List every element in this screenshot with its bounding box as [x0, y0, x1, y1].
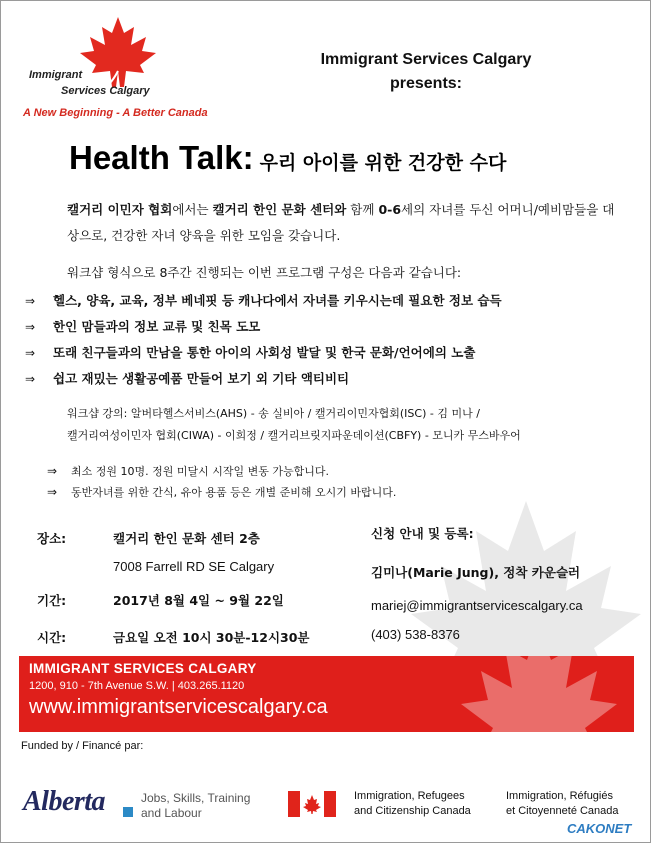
- banner-org-name: IMMIGRANT SERVICES CALGARY: [29, 661, 257, 676]
- contact-email-link[interactable]: mariej@immigrantservicescalgary.ca: [371, 598, 583, 613]
- intro-text1: 에서는: [172, 202, 213, 217]
- list-item: ⇒ 또래 친구들과의 만남을 통한 아이의 사회성 발달 및 한국 문화/언어에의 노출: [25, 340, 502, 366]
- intro-paragraph: [67, 197, 615, 249]
- notes-list: [47, 461, 396, 503]
- workshop-speakers: [67, 403, 521, 447]
- arrow-icon: ⇒: [25, 346, 36, 360]
- intro-text3: 세의 자녀를 두신 어머니/예비맘들을 대상으로, 건강한 자녀 양육을 위한 모임을 갖습니다.: [67, 202, 615, 243]
- alberta-ministry: Jobs, Skills, Training and Labour: [141, 791, 251, 820]
- ircc-english: Immigration, Refugees and Citizenship Canada: [354, 790, 471, 817]
- tagline: A New Beginning - A Better Canada: [23, 107, 208, 119]
- contact-phone: (403) 538-8376: [371, 627, 460, 642]
- presenter-heading: [281, 48, 571, 96]
- place-value: 캘거리 한인 문화 센터 2층: [113, 531, 260, 546]
- funded-by-label: Funded by / Financé par:: [21, 740, 144, 752]
- logo-text-services: Services Calgary: [61, 85, 150, 97]
- arrow-icon: ⇒: [47, 464, 58, 478]
- place-label: 장소:: [37, 531, 67, 546]
- alberta-mark-icon: [123, 807, 133, 817]
- workshop-line: 캘거리여성이민자 협회(CIWA) - 이희정 / 캘거리브릿지파운데이션(CBFY) - 모니카 무스바우어: [67, 429, 521, 442]
- alberta-logo: Alberta: [23, 786, 106, 817]
- place-address: 7008 Farrell RD SE Calgary: [113, 559, 275, 574]
- maple-leaf-banner-icon: [439, 656, 634, 732]
- banner-website-link[interactable]: www.immigrantservicescalgary.ca: [29, 696, 328, 718]
- intro-org1: 캘거리 이민자 협회: [67, 202, 173, 217]
- logo-text-immigrant: Immigrant: [29, 69, 83, 81]
- arrow-icon: ⇒: [25, 372, 36, 386]
- period-value: 2017년 8월 4일 ~ 9월 22일: [113, 593, 284, 608]
- maple-leaf-icon: [78, 15, 158, 95]
- page-title: [69, 139, 506, 177]
- arrow-icon: ⇒: [25, 320, 36, 334]
- contact-name: 김미나(Marie Jung), 정착 카운슬러: [371, 565, 581, 580]
- arrow-icon: ⇒: [47, 485, 58, 499]
- ircc-french: Immigration, Réfugiés et Citoyenneté Canada: [506, 790, 619, 817]
- register-label: 신청 안내 및 등록:: [371, 526, 474, 541]
- list-item: ⇒ 헬스, 양육, 교육, 정부 베네핏 등 캐나다에서 자녀를 키우시는데 필요한 정보 습득: [25, 288, 502, 314]
- program-list: [25, 288, 502, 392]
- period-label: 기간:: [37, 593, 67, 608]
- intro-ages: 0-6: [378, 202, 402, 217]
- presenter-org: Immigrant Services Calgary: [320, 51, 532, 68]
- list-item: ⇒ 동반자녀를 위한 간식, 유아 용품 등은 개별 준비해 오시기 바랍니다.: [47, 482, 396, 503]
- intro-text2: 함께: [346, 202, 379, 217]
- banner-address: 1200, 910 - 7th Avenue S.W. | 403.265.1120: [29, 680, 245, 692]
- title-english: Health Talk:: [69, 139, 254, 176]
- title-korean: 우리 아이를 위한 건강한 수다: [259, 152, 507, 174]
- program-lead: 워크샵 형식으로 8주간 진행되는 이번 프로그램 구성은 다음과 같습니다:: [67, 265, 462, 280]
- time-label: 시간:: [37, 630, 67, 645]
- list-item: ⇒ 쉽고 재밌는 생활공예품 만들어 보기 외 기타 액티비티: [25, 366, 502, 392]
- list-item: ⇒ 한인 맘들과의 정보 교류 및 친목 도모: [25, 314, 502, 340]
- workshop-line: 워크샵 강의: 알버타헬스서비스(AHS) - 송 실비아 / 캘거리이민자협회(ISC) - 김 미나 /: [67, 407, 480, 420]
- list-item: ⇒ 최소 정원 10명. 정원 미달시 시작일 변동 가능합니다.: [47, 461, 396, 482]
- cakonet-watermark: CAKONET: [567, 821, 632, 836]
- canada-flag-icon: [288, 791, 336, 817]
- presenter-presents: presents:: [389, 75, 463, 92]
- contact-banner: [19, 656, 634, 732]
- intro-org2: 캘거리 한인 문화 센터와: [212, 202, 347, 217]
- time-value: 금요일 오전 10시 30분-12시30분: [113, 630, 310, 645]
- arrow-icon: ⇒: [25, 294, 36, 308]
